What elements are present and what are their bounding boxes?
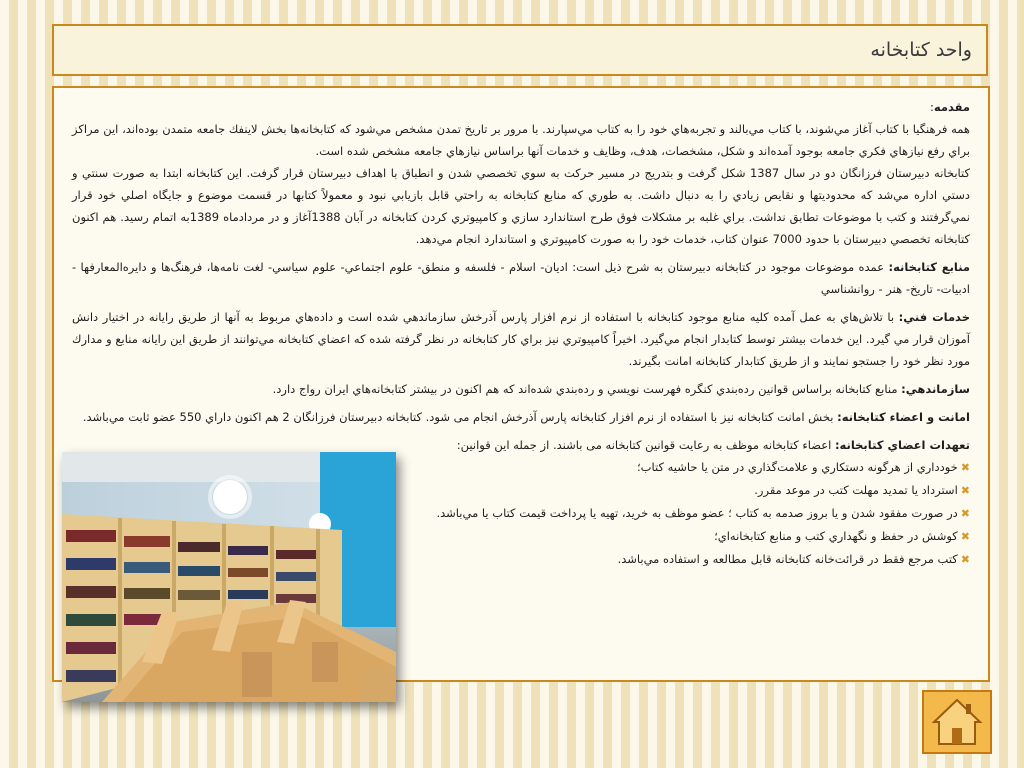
loan-text: بخش امانت کتابخانه نیز با استفاده از نرم افزار کتابخانه پارس آذرخش انجام می شود. کتابخانه دبیرستان فرزانگان 2 هم اکنون داراي 550 عضو ثابت مي‌باشد. (82, 410, 834, 424)
star-bullet-icon: ✖ (960, 484, 970, 497)
sources-text: عمده موضوعات موجود در کتابخانه دبیرستان به شرح ذیل است: ادیان- اسلام - فلسفه و منطق- علوم اجتماعي- علوم سیاسي- لغت نامه‌ها، فرهنگ‌ها و دایره‌المعارفها - ادبیات- تاریخ- هنر - روانشناسي (72, 260, 970, 296)
intro-heading: مقدمه (933, 100, 970, 114)
star-bullet-icon: ✖ (960, 461, 970, 474)
star-bullet-icon: ✖ (960, 507, 970, 520)
star-bullet-icon: ✖ (960, 530, 970, 543)
rule-text: استرداد یا تمدید مهلت کتب در موعد مقرر. (754, 483, 958, 497)
sources-section (72, 256, 970, 300)
loan-section (72, 406, 970, 428)
home-button[interactable] (922, 690, 992, 754)
duties-heading: تعهدات اعضاي کتابخانه: (834, 438, 970, 452)
home-icon (924, 692, 990, 752)
intro-paragraph-1: همه فرهنگیا با کتاب آغاز مي‌شوند، با کتاب مي‌بالند و تجربه‌هاي خود را به کتاب مي‌سپارند. با مرور بر تاریخ تمدن مشخص مي‌شود که کتابخانه‌ها بخش لاینفك جامعه متمدن بوده‌اند، این مراکز براي رفع نیازهاي فکري جامعه بوجود آمده‌اند و شکل، مشخصات، هدف، وظایف و خدمات آنها براساس نیازهاي جامعه مشخص شده است. (72, 122, 970, 158)
technical-services-section (72, 306, 970, 372)
technical-services-text: با تلاش‌هاي به عمل آمده کلیه منابع موجود کتابخانه با استفاده از نرم افزار پارس آذرخش سازماندهي شده است و داده‌هاي مربوط به آنها از طریق رایانه در اختیار دانش آموزان قرار مي گیرد. این خدمات بیشتر توسط کتابدار انجام مي‌گیرد. اخیراً کامپیوتري نیز براي کار کتابخانه در نظر گرفته شده که اعضاي کتابخانه مي‌توانند از طریق این رایانه منابع و مدارك مورد نظر خود را جستجو نمایند و از طریق کتابدار کتابخانه امانت بگیرند. (72, 310, 970, 368)
star-bullet-icon: ✖ (960, 553, 970, 566)
organization-heading: سازماندهي: (901, 382, 970, 396)
intro-section: مقدمه: همه فرهنگیا با کتاب آغاز مي‌شوند، با کتاب مي‌بالند و تجربه‌هاي خود را به کتاب مي‌سپارند. با مرور بر تاریخ تمدن مشخص مي‌شود که کتابخانه‌ها بخش لاینفك جامعه متمدن بوده‌اند، این مراکز براي رفع نیازهاي فکري جامعه بوجود آمده‌اند و شکل، مشخصات، هدف، وظایف و خدمات آنها براساس نیازهاي جامعه مشخص شده است. کتابخانه دبیرستان فرزانگان دو در سال 1387 شکل گرفت و بتدریج در مسیر حرکت به سوي تخصصي شدن و انطباق با اهداف دبیرستان قرار گرفت. این کتابخانه ابتدا به صورت سنتي و دستي اداره مي‌شد که محدودیتها و نقایص زیادي را به دنبال داشت. به طوري که منابع کتابخانه به راحتي قابل بازیابي نبود و معمولاً کتابها در قسمت موضوع و جایگاه اصلي خود قرار نمي‌گرفتند و کتب با موضوعات تطابق نداشت. براي غلبه بر مشکلات فوق طرح استاندارد سازي و کامپیوتري کردن کتابخانه در آبان 1388آغاز و در مردادماه 1389به اتمام رسید. هم اکنون کتابخانه تخصصي دبیرستان با حدود 7000 عنوان کتاب، خدمات خود را به صورت کامپیوتري و استاندارد انجام مي‌دهد. (72, 100, 970, 246)
organization-text: منابع کتابخانه براساس قوانین رده‌بندي کنگره فهرست نویسي و رده‌بندي شده‌اند که هم اکنون در بیشتر کتابخانه‌هاي ایران رواج دارد. (272, 382, 898, 396)
title-bar (52, 24, 988, 76)
rule-text: در صورت مفقود شدن و یا بروز صدمه به کتاب ؛ عضو موظف به خرید، تهیه یا پرداخت قیمت کتاب یا مي‌باشد. (436, 506, 958, 520)
loan-heading: امانت و اعضاء کتابخانه: (837, 410, 970, 424)
library-photo (62, 452, 396, 702)
organization-section (72, 378, 970, 400)
page-title: واحد کتابخانه (870, 39, 972, 61)
rule-text: کوشش در حفظ و نگهداري کتب و منابع کتابخانه‌اي؛ (714, 529, 958, 543)
sources-heading: منابع کتابخانه: (888, 260, 971, 274)
rule-text: خودداري از هرگونه دستکاري و علامت‌گذاري در متن یا حاشیه کتاب؛ (637, 460, 958, 474)
duties-text: اعضاء کتابخانه موظف به رعایت قوانین کتابخانه می باشند. از جمله این قوانین: (456, 438, 832, 452)
intro-paragraph-2: کتابخانه دبیرستان فرزانگان دو در سال 1387 شکل گرفت و بتدریج در مسیر حرکت به سوي تخصصي شدن و انطباق با اهداف دبیرستان قرار گرفت. این کتابخانه ابتدا به صورت سنتي و دستي اداره مي‌شد که محدودیتها و نقایص زیادي را به دنبال داشت. به طوري که منابع کتابخانه به راحتي قابل بازیابي نبود و معمولاً کتابها در قسمت موضوع و جایگاه اصلي خود قرار نمي‌گرفتند و کتب با موضوعات تطابق نداشت. براي غلبه بر مشکلات فوق طرح استاندارد سازي و کامپیوتري کردن کتابخانه در آبان 1388آغاز و در مردادماه 1389به اتمام رسید. هم اکنون کتابخانه تخصصي دبیرستان با حدود 7000 عنوان کتاب، خدمات خود را به صورت کامپیوتري و استاندارد انجام مي‌دهد. (72, 166, 970, 246)
technical-services-heading: خدمات فني: (898, 310, 970, 324)
rule-text: کتب مرجع فقط در قرائت‌خانه کتابخانه قابل مطالعه و استفاده مي‌باشد. (617, 552, 958, 566)
